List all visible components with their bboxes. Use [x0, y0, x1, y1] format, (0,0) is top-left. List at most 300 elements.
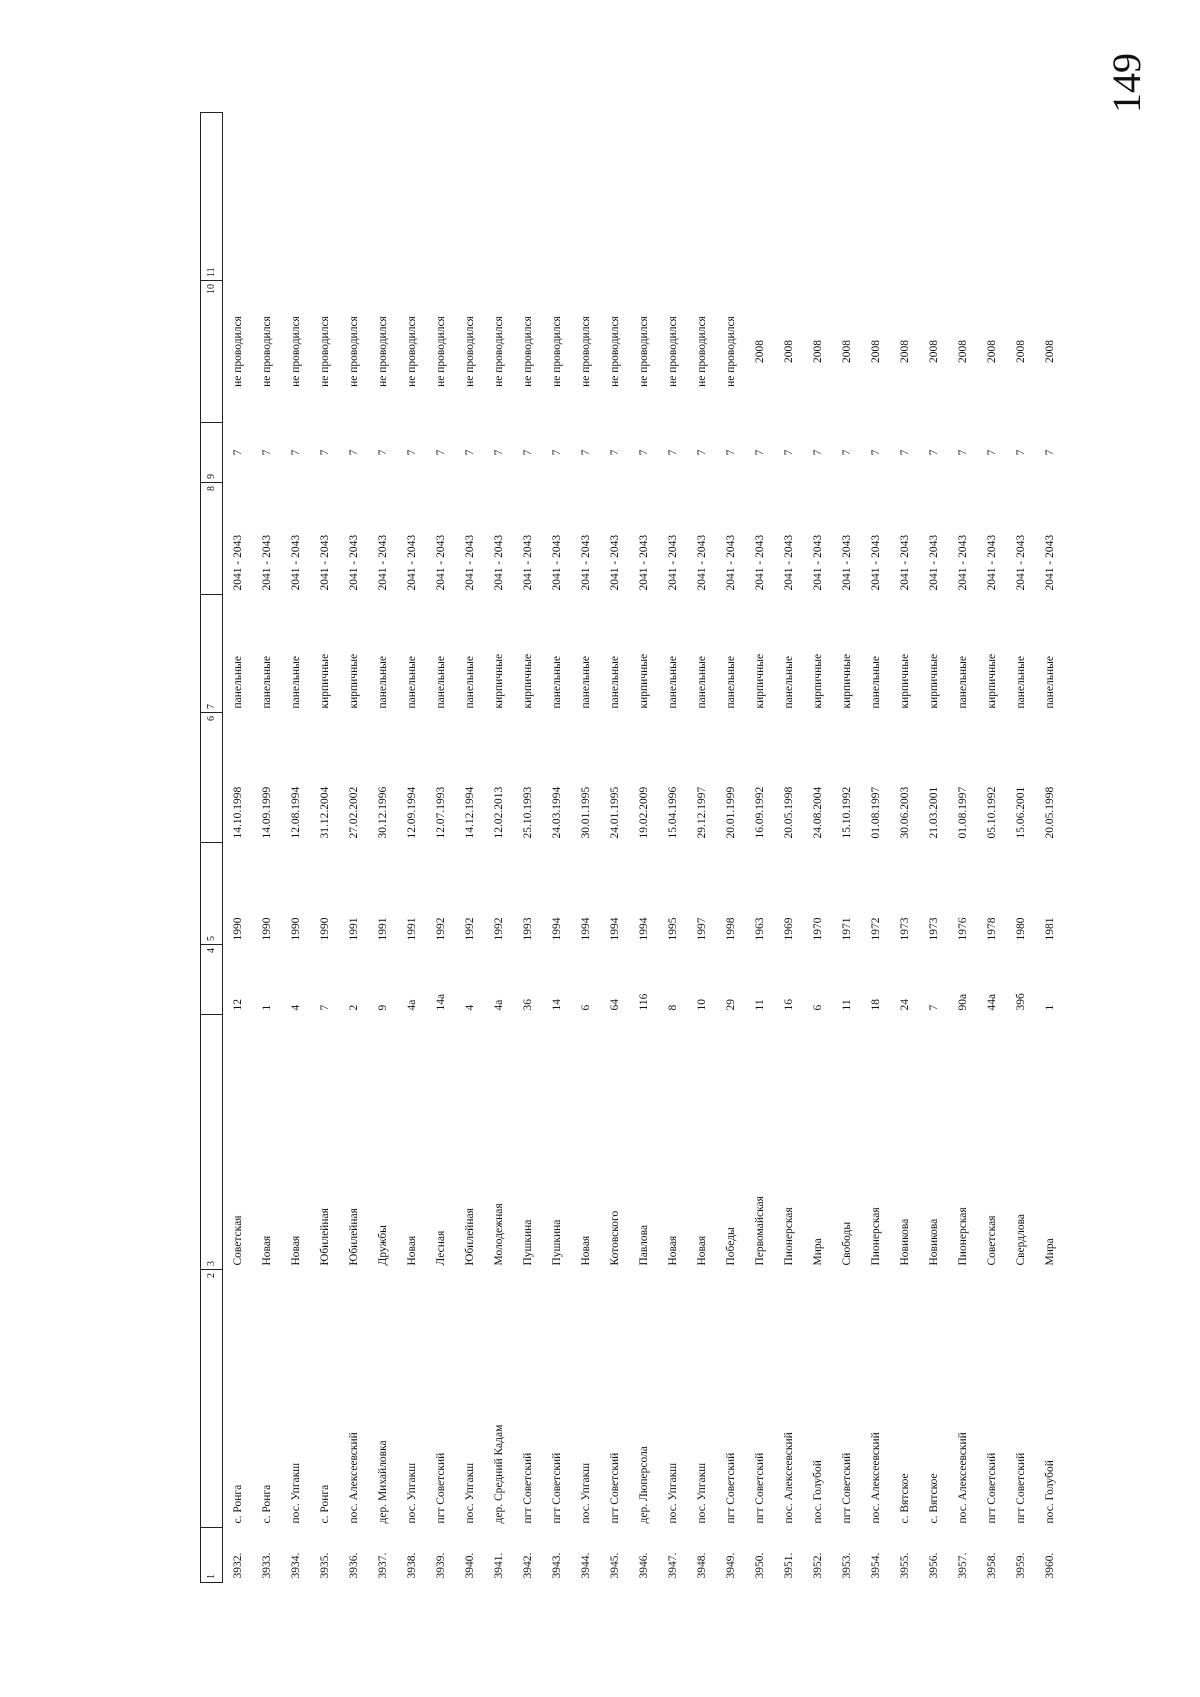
- cell-date: 14.12.1994: [463, 786, 476, 839]
- cell-wall-material: кирпичные: [318, 653, 331, 709]
- cell-row-number: 3959.: [1014, 1552, 1027, 1579]
- cell-house-number: 7: [318, 1004, 331, 1011]
- cell-street: Советская: [985, 1215, 998, 1266]
- cell-date: 30.01.1995: [579, 786, 592, 839]
- cell-settlement: дер. Средний Кадам: [492, 1424, 505, 1524]
- table-row: [919, 113, 948, 1583]
- cell-note: [368, 113, 397, 281]
- cell-house-number: 12: [231, 999, 244, 1011]
- cell-street: Котовского: [608, 1210, 621, 1266]
- cell-house-number: 24: [898, 999, 911, 1011]
- table-row: [1006, 113, 1035, 1583]
- table-row: [542, 113, 571, 1583]
- cell-wall-material: кирпичные: [898, 653, 911, 709]
- cell-status-year: не проводился: [724, 316, 737, 387]
- cell-row-number: 3938.: [405, 1552, 418, 1579]
- table-row: [368, 113, 397, 1583]
- cell-date: 15.04.1996: [666, 786, 679, 839]
- cell-settlement: пос. Упгакш: [289, 1462, 302, 1524]
- cell-note: [774, 113, 803, 281]
- cell-years-count: 7: [492, 449, 505, 456]
- cell-date: 05.10.1992: [985, 786, 998, 839]
- cell-period: 2041 - 2043: [869, 534, 882, 591]
- cell-row-number: 3932.: [231, 1552, 244, 1579]
- cell-street: Мира: [811, 1238, 824, 1266]
- cell-house-number: 4а: [492, 999, 505, 1011]
- cell-settlement: пгт Советский: [1014, 1452, 1027, 1524]
- cell-wall-material: панельные: [956, 656, 969, 709]
- table-row: [426, 113, 455, 1583]
- cell-street: Юбилейная: [347, 1208, 360, 1266]
- cell-status-year: 2008: [1043, 340, 1056, 363]
- cell-years-count: 7: [318, 449, 331, 456]
- cell-note: [223, 113, 253, 281]
- cell-period: 2041 - 2043: [318, 534, 331, 591]
- cell-street: Новая: [666, 1235, 679, 1266]
- cell-date: 16.09.1992: [753, 786, 766, 839]
- cell-date: 25.10.1993: [521, 786, 534, 839]
- cell-note: [339, 113, 368, 281]
- housing-table: [200, 112, 1064, 1583]
- cell-date: 20.01.1999: [724, 786, 737, 839]
- cell-row-number: 3942.: [521, 1552, 534, 1579]
- table-row: [832, 113, 861, 1583]
- column-header-9: 9: [201, 423, 223, 483]
- cell-settlement: пос. Упгакш: [666, 1462, 679, 1524]
- cell-years-count: 7: [724, 449, 737, 456]
- cell-note: [977, 113, 1006, 281]
- cell-street: Пионерская: [956, 1207, 969, 1266]
- cell-year-built: 1963: [753, 917, 766, 941]
- cell-years-count: 7: [463, 449, 476, 456]
- cell-house-number: 29: [724, 999, 737, 1011]
- cell-years-count: 7: [840, 449, 853, 456]
- cell-street: Новая: [405, 1235, 418, 1266]
- table-row: [890, 113, 919, 1583]
- cell-note: [832, 113, 861, 281]
- column-header-11: 11: [201, 113, 223, 281]
- cell-note: [252, 113, 281, 281]
- table-row: [629, 113, 658, 1583]
- cell-note: [571, 113, 600, 281]
- cell-house-number: 14: [550, 999, 563, 1011]
- table-row: [339, 113, 368, 1583]
- cell-year-built: 1970: [811, 917, 824, 941]
- table-row: [716, 113, 745, 1583]
- cell-status-year: 2008: [782, 340, 795, 363]
- cell-year-built: 1991: [347, 917, 360, 941]
- cell-wall-material: панельные: [579, 656, 592, 709]
- cell-note: [310, 113, 339, 281]
- cell-settlement: с. Ронга: [260, 1484, 273, 1524]
- column-header-8: 8: [201, 483, 223, 595]
- cell-date: 20.05.1998: [782, 786, 795, 839]
- cell-period: 2041 - 2043: [927, 534, 940, 591]
- table-row: [948, 113, 977, 1583]
- cell-row-number: 3936.: [347, 1552, 360, 1579]
- cell-row-number: 3946.: [637, 1552, 650, 1579]
- cell-row-number: 3955.: [898, 1552, 911, 1579]
- table-row: [745, 113, 774, 1583]
- cell-status-year: не проводился: [260, 316, 273, 387]
- cell-street: Первомайская: [753, 1196, 766, 1266]
- cell-date: 12.09.1994: [405, 786, 418, 839]
- cell-wall-material: панельные: [869, 656, 882, 709]
- cell-status-year: не проводился: [579, 316, 592, 387]
- cell-years-count: 7: [289, 449, 302, 456]
- cell-year-built: 1992: [492, 917, 505, 941]
- cell-year-built: 1972: [869, 917, 882, 941]
- cell-house-number: 7: [927, 1004, 940, 1011]
- cell-note: [948, 113, 977, 281]
- column-header-10: 10: [201, 281, 223, 423]
- cell-row-number: 3948.: [695, 1552, 708, 1579]
- cell-date: 30.06.2003: [898, 786, 911, 839]
- cell-note: [600, 113, 629, 281]
- cell-settlement: пос. Алексеевский: [869, 1432, 882, 1524]
- cell-status-year: не проводился: [318, 316, 331, 387]
- cell-note: [919, 113, 948, 281]
- table-row: [310, 113, 339, 1583]
- cell-years-count: 7: [521, 449, 534, 456]
- cell-note: [629, 113, 658, 281]
- cell-row-number: 3944.: [579, 1552, 592, 1579]
- cell-row-number: 3951.: [782, 1552, 795, 1579]
- cell-years-count: 7: [260, 449, 273, 456]
- cell-settlement: пгт Советский: [608, 1452, 621, 1524]
- cell-year-built: 1990: [260, 917, 273, 941]
- cell-settlement: с. Вятское: [927, 1473, 940, 1524]
- cell-year-built: 1973: [898, 917, 911, 941]
- cell-street: Новая: [695, 1235, 708, 1266]
- table-row: [861, 113, 890, 1583]
- cell-house-number: 44а: [985, 993, 998, 1011]
- cell-house-number: 16: [782, 999, 795, 1011]
- cell-status-year: 2008: [869, 340, 882, 363]
- cell-date: 31.12.2004: [318, 786, 331, 839]
- cell-years-count: 7: [753, 449, 766, 456]
- cell-period: 2041 - 2043: [1014, 534, 1027, 591]
- cell-years-count: 7: [405, 449, 418, 456]
- cell-street: Мира: [1043, 1238, 1056, 1266]
- cell-status-year: не проводился: [608, 316, 621, 387]
- cell-note: [426, 113, 455, 281]
- cell-house-number: 2: [347, 1004, 360, 1011]
- column-header-6: 6: [201, 713, 223, 843]
- cell-period: 2041 - 2043: [840, 534, 853, 591]
- cell-house-number: 11: [840, 999, 853, 1011]
- cell-note: [397, 113, 426, 281]
- cell-settlement: пгт Советский: [985, 1452, 998, 1524]
- cell-date: 19.02.2009: [637, 786, 650, 839]
- cell-wall-material: панельные: [463, 656, 476, 709]
- cell-status-year: не проводился: [405, 316, 418, 387]
- cell-row-number: 3956.: [927, 1552, 940, 1579]
- cell-years-count: 7: [811, 449, 824, 456]
- cell-house-number: 6: [579, 1004, 592, 1011]
- rotated-table-container: [200, 113, 1200, 1583]
- cell-date: 24.01.1995: [608, 786, 621, 839]
- column-number-row: [201, 113, 223, 1583]
- cell-wall-material: панельные: [1014, 656, 1027, 709]
- cell-years-count: 7: [1014, 449, 1027, 456]
- cell-year-built: 1993: [521, 917, 534, 941]
- cell-year-built: 1978: [985, 917, 998, 941]
- cell-street: Новикова: [927, 1218, 940, 1266]
- cell-period: 2041 - 2043: [608, 534, 621, 591]
- table-row: [397, 113, 426, 1583]
- cell-year-built: 1973: [927, 917, 940, 941]
- table-row: [484, 113, 513, 1583]
- column-header-1: 1: [201, 1528, 223, 1583]
- cell-note: [658, 113, 687, 281]
- cell-years-count: 7: [898, 449, 911, 456]
- cell-row-number: 3953.: [840, 1552, 853, 1579]
- cell-note: [484, 113, 513, 281]
- column-header-7: 7: [201, 595, 223, 713]
- cell-street: Павлова: [637, 1224, 650, 1266]
- cell-status-year: не проводился: [463, 316, 476, 387]
- cell-years-count: 7: [347, 449, 360, 456]
- cell-note: [890, 113, 919, 281]
- cell-years-count: 7: [231, 449, 244, 456]
- cell-wall-material: панельные: [550, 656, 563, 709]
- column-header-4: 4: [201, 945, 223, 1015]
- cell-wall-material: кирпичные: [840, 653, 853, 709]
- cell-note: [687, 113, 716, 281]
- cell-row-number: 3945.: [608, 1552, 621, 1579]
- cell-date: 15.10.1992: [840, 786, 853, 839]
- cell-years-count: 7: [550, 449, 563, 456]
- cell-house-number: 18: [869, 999, 882, 1011]
- cell-wall-material: кирпичные: [753, 653, 766, 709]
- cell-status-year: не проводился: [434, 316, 447, 387]
- cell-street: Свободы: [840, 1221, 853, 1266]
- cell-wall-material: панельные: [1043, 656, 1056, 709]
- table-row: [803, 113, 832, 1583]
- cell-settlement: пгт Советский: [434, 1452, 447, 1524]
- cell-year-built: 1997: [695, 917, 708, 941]
- table-row: [455, 113, 484, 1583]
- cell-row-number: 3939.: [434, 1552, 447, 1579]
- cell-settlement: пос. Алексеевский: [347, 1432, 360, 1524]
- cell-street: Пионерская: [869, 1207, 882, 1266]
- cell-house-number: 9: [376, 1004, 389, 1011]
- table-row: [687, 113, 716, 1583]
- cell-row-number: 3937.: [376, 1552, 389, 1579]
- cell-street: Новая: [260, 1235, 273, 1266]
- cell-street: Лесная: [434, 1230, 447, 1266]
- cell-row-number: 3958.: [985, 1552, 998, 1579]
- cell-note: [716, 113, 745, 281]
- table-row: [513, 113, 542, 1583]
- cell-street: Юбилейная: [463, 1208, 476, 1266]
- cell-status-year: не проводился: [231, 316, 244, 387]
- cell-house-number: 6: [811, 1004, 824, 1011]
- cell-house-number: 11: [753, 999, 766, 1011]
- cell-year-built: 1992: [463, 917, 476, 941]
- cell-street: Новая: [289, 1235, 302, 1266]
- cell-settlement: пос. Упгакш: [695, 1462, 708, 1524]
- cell-year-built: 1971: [840, 917, 853, 941]
- cell-wall-material: панельные: [289, 656, 302, 709]
- cell-row-number: 3934.: [289, 1552, 302, 1579]
- cell-year-built: 1969: [782, 917, 795, 941]
- cell-status-year: 2008: [956, 340, 969, 363]
- cell-row-number: 3952.: [811, 1552, 824, 1579]
- column-header-3: 3: [201, 1015, 223, 1270]
- cell-status-year: 2008: [811, 340, 824, 363]
- cell-years-count: 7: [782, 449, 795, 456]
- cell-row-number: 3947.: [666, 1552, 679, 1579]
- cell-note: [1035, 113, 1064, 281]
- cell-date: 14.09.1999: [260, 786, 273, 839]
- cell-date: 14.10.1998: [231, 786, 244, 839]
- cell-year-built: 1995: [666, 917, 679, 941]
- cell-period: 2041 - 2043: [695, 534, 708, 591]
- cell-status-year: не проводился: [695, 316, 708, 387]
- cell-note: [542, 113, 571, 281]
- cell-date: 12.02.2013: [492, 786, 505, 839]
- cell-date: 30.12.1996: [376, 786, 389, 839]
- cell-year-built: 1976: [956, 917, 969, 941]
- cell-years-count: 7: [637, 449, 650, 456]
- cell-date: 24.03.1994: [550, 786, 563, 839]
- column-header-5: 5: [201, 843, 223, 945]
- cell-period: 2041 - 2043: [1043, 534, 1056, 591]
- cell-period: 2041 - 2043: [724, 534, 737, 591]
- cell-settlement: пгт Советский: [724, 1452, 737, 1524]
- cell-date: 01.08.1997: [869, 786, 882, 839]
- cell-settlement: пгт Советский: [550, 1452, 563, 1524]
- cell-period: 2041 - 2043: [637, 534, 650, 591]
- table-row: [600, 113, 629, 1583]
- cell-wall-material: кирпичные: [347, 653, 360, 709]
- cell-year-built: 1992: [434, 917, 447, 941]
- cell-status-year: не проводился: [637, 316, 650, 387]
- cell-years-count: 7: [956, 449, 969, 456]
- cell-wall-material: панельные: [724, 656, 737, 709]
- cell-period: 2041 - 2043: [376, 534, 389, 591]
- cell-date: 12.07.1993: [434, 786, 447, 839]
- cell-years-count: 7: [608, 449, 621, 456]
- cell-street: Пионерская: [782, 1207, 795, 1266]
- cell-status-year: 2008: [840, 340, 853, 363]
- cell-years-count: 7: [927, 449, 940, 456]
- cell-wall-material: кирпичные: [927, 653, 940, 709]
- cell-house-number: 14а: [434, 993, 447, 1011]
- cell-years-count: 7: [985, 449, 998, 456]
- cell-wall-material: панельные: [695, 656, 708, 709]
- cell-period: 2041 - 2043: [434, 534, 447, 591]
- cell-year-built: 1990: [231, 917, 244, 941]
- cell-years-count: 7: [579, 449, 592, 456]
- cell-status-year: 2008: [927, 340, 940, 363]
- cell-house-number: 10: [695, 999, 708, 1011]
- cell-settlement: пос. Упгакш: [463, 1462, 476, 1524]
- cell-year-built: 1991: [405, 917, 418, 941]
- cell-period: 2041 - 2043: [753, 534, 766, 591]
- cell-years-count: 7: [695, 449, 708, 456]
- cell-row-number: 3943.: [550, 1552, 563, 1579]
- cell-wall-material: панельные: [782, 656, 795, 709]
- cell-house-number: 4а: [405, 999, 418, 1011]
- table-row: [281, 113, 310, 1583]
- table-row: [223, 113, 253, 1583]
- cell-house-number: 8: [666, 1004, 679, 1011]
- cell-note: [861, 113, 890, 281]
- cell-period: 2041 - 2043: [782, 534, 795, 591]
- cell-street: Молодежная: [492, 1203, 505, 1266]
- cell-status-year: не проводился: [376, 316, 389, 387]
- cell-note: [455, 113, 484, 281]
- cell-date: 15.06.2001: [1014, 786, 1027, 839]
- cell-wall-material: кирпичные: [521, 653, 534, 709]
- cell-status-year: не проводился: [521, 316, 534, 387]
- cell-year-built: 1998: [724, 917, 737, 941]
- cell-house-number: 1: [1043, 1004, 1056, 1011]
- cell-period: 2041 - 2043: [666, 534, 679, 591]
- cell-settlement: с. Ронга: [318, 1484, 331, 1524]
- cell-note: [745, 113, 774, 281]
- cell-period: 2041 - 2043: [579, 534, 592, 591]
- cell-row-number: 3950.: [753, 1552, 766, 1579]
- cell-period: 2041 - 2043: [811, 534, 824, 591]
- cell-row-number: 3957.: [956, 1552, 969, 1579]
- cell-status-year: не проводился: [666, 316, 679, 387]
- cell-date: 21.03.2001: [927, 786, 940, 839]
- cell-status-year: не проводился: [492, 316, 505, 387]
- cell-row-number: 3954.: [869, 1552, 882, 1579]
- cell-wall-material: панельные: [434, 656, 447, 709]
- cell-row-number: 3949.: [724, 1552, 737, 1579]
- cell-row-number: 3960.: [1043, 1552, 1056, 1579]
- cell-period: 2041 - 2043: [231, 534, 244, 591]
- cell-period: 2041 - 2043: [985, 534, 998, 591]
- cell-wall-material: панельные: [666, 656, 679, 709]
- cell-row-number: 3940.: [463, 1552, 476, 1579]
- cell-status-year: не проводился: [550, 316, 563, 387]
- cell-wall-material: панельные: [376, 656, 389, 709]
- cell-wall-material: панельные: [231, 656, 244, 709]
- cell-settlement: пос. Алексеевский: [956, 1432, 969, 1524]
- page-number: 149: [1104, 53, 1149, 113]
- cell-period: 2041 - 2043: [289, 534, 302, 591]
- cell-wall-material: панельные: [260, 656, 273, 709]
- cell-settlement: с. Ронга: [231, 1484, 244, 1524]
- cell-wall-material: панельные: [405, 656, 418, 709]
- table-row: [571, 113, 600, 1583]
- cell-status-year: 2008: [1014, 340, 1027, 363]
- column-header-2: 2: [201, 1270, 223, 1528]
- table-row: [658, 113, 687, 1583]
- cell-status-year: 2008: [898, 340, 911, 363]
- cell-status-year: не проводился: [347, 316, 360, 387]
- cell-date: 29.12.1997: [695, 786, 708, 839]
- cell-settlement: пгт Советский: [521, 1452, 534, 1524]
- cell-street: Свердлова: [1014, 1214, 1027, 1266]
- cell-note: [1006, 113, 1035, 281]
- table-row: [977, 113, 1006, 1583]
- cell-period: 2041 - 2043: [405, 534, 418, 591]
- table-row: [252, 113, 281, 1583]
- cell-street: Юбилейная: [318, 1208, 331, 1266]
- cell-years-count: 7: [434, 449, 447, 456]
- cell-settlement: пос. Голубой: [811, 1460, 824, 1524]
- cell-house-number: 116: [637, 993, 650, 1011]
- cell-note: [281, 113, 310, 281]
- cell-year-built: 1991: [376, 917, 389, 941]
